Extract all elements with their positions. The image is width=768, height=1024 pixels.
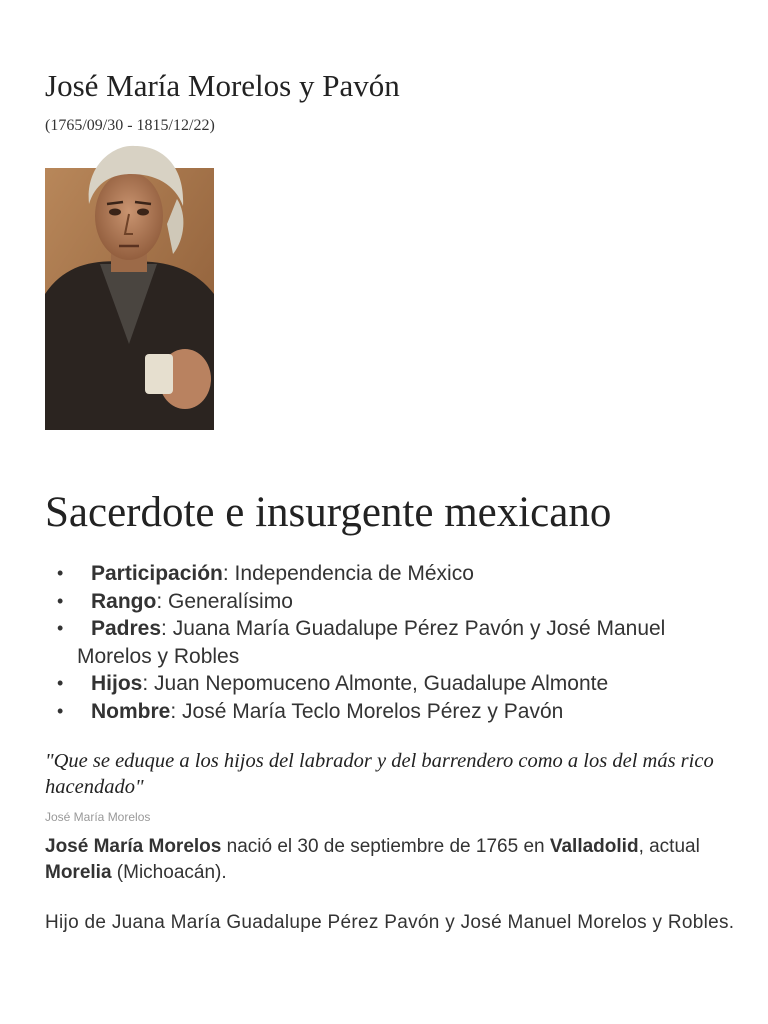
fact-label: Padres	[91, 617, 162, 640]
fact-label: Nombre	[91, 699, 171, 723]
bullet-icon: •	[57, 563, 64, 583]
person-name: José María Morelos y Pavón	[45, 68, 400, 103]
fact-value: : Juana María Guadalupe Pérez Pavón y José Manuel	[161, 617, 666, 640]
bio-text: , actual	[638, 836, 700, 857]
bullet-icon: •	[57, 618, 64, 638]
list-item	[45, 698, 725, 726]
bio-text: (Michoacán).	[111, 862, 227, 883]
section-heading: Sacerdote e insurgente mexicano	[45, 489, 612, 536]
quote-author: José María Morelos	[45, 810, 151, 824]
fact-value: : Generalísimo	[156, 589, 293, 613]
portrait-image	[45, 144, 214, 430]
list-item	[45, 560, 725, 588]
bio-city-current: Morelia	[45, 862, 112, 883]
fact-label: Rango	[91, 589, 157, 613]
bullet-icon: •	[57, 700, 64, 721]
fact-value: : Independencia de México	[222, 562, 474, 585]
bio-paragraph	[45, 834, 735, 886]
life-dates: (1765/09/30 - 1815/12/22)	[45, 117, 215, 134]
list-item	[45, 615, 725, 670]
bio-paragraph-parents: Hijo de Juana María Guadalupe Pérez Pavón y José Manuel Morelos y Robles.	[45, 912, 735, 933]
fact-value: : José María Teclo Morelos Pérez y Pavón	[170, 699, 564, 723]
bio-city: Valladolid	[549, 836, 639, 857]
fact-label: Hijos	[91, 672, 143, 695]
list-item	[45, 670, 725, 698]
bio-name: José María Morelos	[45, 836, 222, 857]
bullet-icon: •	[57, 590, 64, 611]
fact-label: Participación	[91, 562, 223, 585]
list-item	[45, 588, 725, 616]
quote-text: "Que se eduque a los hijos del labrador y del barrendero como a los del más rico hacendado"	[45, 750, 714, 798]
fact-value-continued: Morelos y Robles	[77, 644, 240, 668]
fact-value: : Juan Nepomuceno Almonte, Guadalupe Almonte	[142, 672, 609, 695]
facts-list	[45, 560, 725, 725]
bio-text: nació el 30 de septiembre de 1765 en	[221, 836, 550, 857]
bullet-icon: •	[57, 673, 64, 693]
